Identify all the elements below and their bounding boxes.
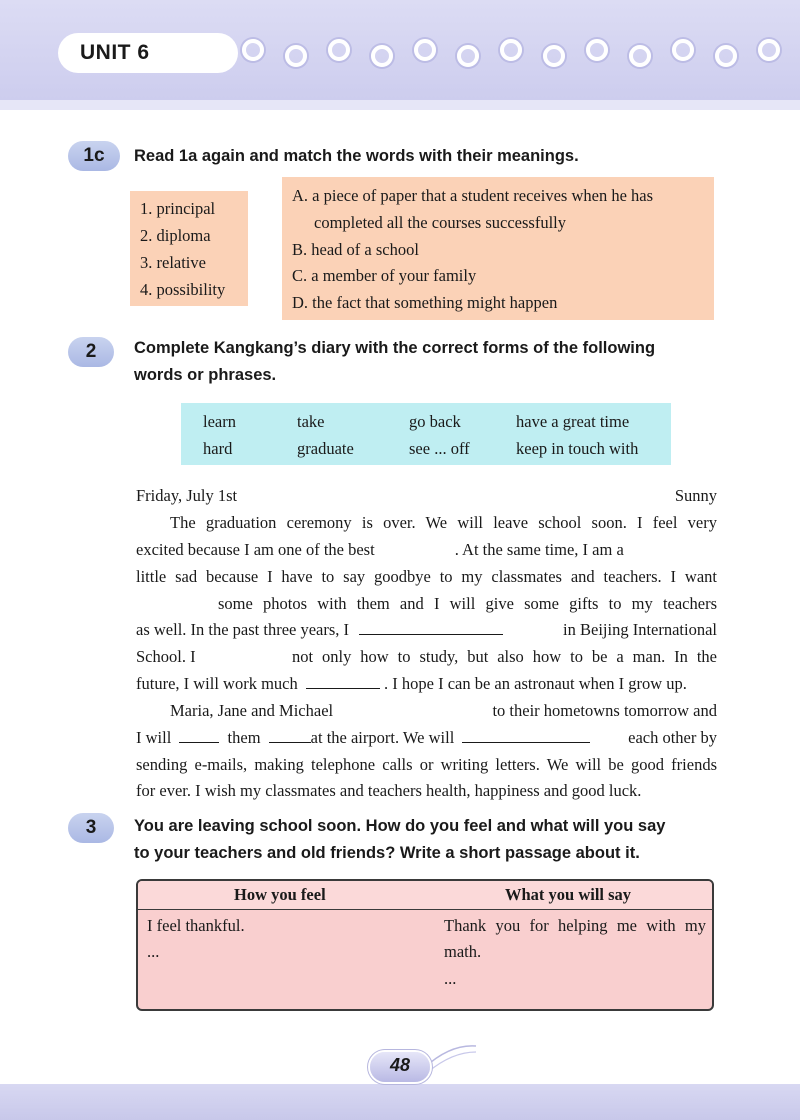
phrase-item: keep in touch with bbox=[516, 439, 639, 458]
ring-icon bbox=[715, 45, 737, 67]
diary-line: sending e-mails, making telephone calls or writing letters. We will be good friends bbox=[136, 755, 717, 774]
word-item: 1. principal bbox=[140, 199, 216, 218]
phrase-item: take bbox=[297, 412, 325, 431]
diary-text: some photos with them and I will give some gifts to my teachers bbox=[218, 594, 717, 613]
diary-line bbox=[218, 594, 717, 614]
diary-text: School. I bbox=[136, 647, 196, 666]
ring-icon bbox=[629, 45, 651, 67]
diary-line bbox=[136, 674, 717, 694]
diary-line: little sad because I have to say goodbye to my classmates and teachers. I want bbox=[136, 567, 717, 586]
meaning-item-b: B. head of a school bbox=[292, 240, 419, 259]
ring-icon bbox=[672, 39, 694, 61]
meaning-item-a: A. a piece of paper that a student receives when he has bbox=[292, 186, 654, 205]
phrase-item: hard bbox=[203, 439, 233, 458]
decorative-rings bbox=[240, 34, 800, 74]
diary-header bbox=[136, 486, 717, 506]
answer-blank bbox=[269, 728, 311, 743]
table-cell: ... bbox=[147, 942, 160, 961]
section-1c-badge: 1c bbox=[68, 141, 120, 171]
diary-line: for ever. I wish my classmates and teachers health, happiness and good luck. bbox=[136, 781, 642, 800]
ring-icon bbox=[500, 39, 522, 61]
word-item: 3. relative bbox=[140, 253, 206, 272]
table-cell: math. bbox=[444, 942, 482, 961]
diary-line bbox=[136, 647, 717, 667]
diary-text: . I hope I can be an astronaut when I grow up. bbox=[384, 674, 687, 693]
diary-line bbox=[136, 540, 717, 560]
meaning-item-c: C. a member of your family bbox=[292, 266, 477, 285]
instruction-line: You are leaving school soon. How do you feel and what will you say bbox=[134, 817, 666, 835]
instruction-line: to your teachers and old friends? Write a short passage about it. bbox=[134, 844, 640, 862]
diary-text: as well. In the past three years, I bbox=[136, 620, 350, 639]
header-strip bbox=[0, 100, 800, 110]
table-cell: Thank you for helping me with my bbox=[444, 916, 706, 935]
section-2-badge: 2 bbox=[68, 337, 114, 367]
instruction-line: words or phrases. bbox=[134, 366, 277, 384]
diary-text: at the airport. We will bbox=[310, 728, 455, 747]
meaning-item-d: D. the fact that something might happen bbox=[292, 293, 558, 312]
phrase-item: graduate bbox=[297, 439, 354, 458]
diary-line bbox=[170, 701, 717, 721]
diary-text: them bbox=[227, 728, 261, 747]
diary-line bbox=[136, 620, 717, 640]
feelings-table bbox=[136, 879, 714, 1011]
answer-blank bbox=[359, 620, 503, 635]
diary-text: to their hometowns tomorrow and bbox=[492, 701, 717, 720]
ring-icon bbox=[371, 45, 393, 67]
section-2-instruction bbox=[134, 335, 655, 389]
phrase-item: learn bbox=[203, 412, 236, 431]
table-header-feel: How you feel bbox=[234, 885, 326, 904]
diary-text: future, I will work much bbox=[136, 674, 298, 693]
answer-blank bbox=[179, 728, 219, 743]
diary-text: each other by bbox=[628, 728, 717, 747]
diary-text: excited because I am one of the best bbox=[136, 540, 375, 559]
page-number: 48 bbox=[389, 1055, 411, 1075]
ring-icon bbox=[242, 39, 264, 61]
diary-date: Friday, July 1st bbox=[136, 486, 238, 505]
diary-weather: Sunny bbox=[674, 486, 717, 505]
unit-title: UNIT 6 bbox=[80, 41, 150, 64]
ring-icon bbox=[586, 39, 608, 61]
diary-text: Maria, Jane and Michael bbox=[170, 701, 334, 720]
answer-blank bbox=[462, 728, 590, 743]
word-item: 2. diploma bbox=[140, 226, 211, 245]
word-item: 4. possibility bbox=[140, 280, 226, 299]
ring-icon bbox=[543, 45, 565, 67]
diary-text: not only how to study, but also how to be a man. In the bbox=[292, 647, 717, 666]
diary-line bbox=[136, 728, 717, 748]
answer-blank bbox=[306, 674, 380, 689]
ring-icon bbox=[457, 45, 479, 67]
section-3-instruction bbox=[134, 813, 665, 867]
meaning-item-a-cont: completed all the courses successfully bbox=[314, 213, 567, 232]
table-cell: ... bbox=[444, 969, 457, 988]
ring-icon bbox=[414, 39, 436, 61]
phrase-item: go back bbox=[409, 412, 461, 431]
phrase-item: see ... off bbox=[409, 439, 470, 458]
instruction-line: Complete Kangkang’s diary with the correct forms of the following bbox=[134, 339, 656, 357]
table-cell: I feel thankful. bbox=[147, 916, 245, 935]
phrase-item: have a great time bbox=[516, 412, 630, 431]
section-3-badge: 3 bbox=[68, 813, 114, 843]
diary-line: The graduation ceremony is over. We will leave school soon. I feel very bbox=[170, 513, 717, 532]
footer-band bbox=[0, 1084, 800, 1120]
diary-text: . At the same time, I am a bbox=[454, 540, 624, 559]
table-header-say: What you will say bbox=[505, 885, 632, 904]
ring-icon bbox=[328, 39, 350, 61]
diary-text: I will bbox=[136, 728, 172, 747]
ring-icon bbox=[285, 45, 307, 67]
section-1c-instruction: Read 1a again and match the words with their meanings. bbox=[134, 147, 579, 165]
ring-icon bbox=[758, 39, 780, 61]
diary-text: in Beijing International bbox=[563, 620, 717, 639]
